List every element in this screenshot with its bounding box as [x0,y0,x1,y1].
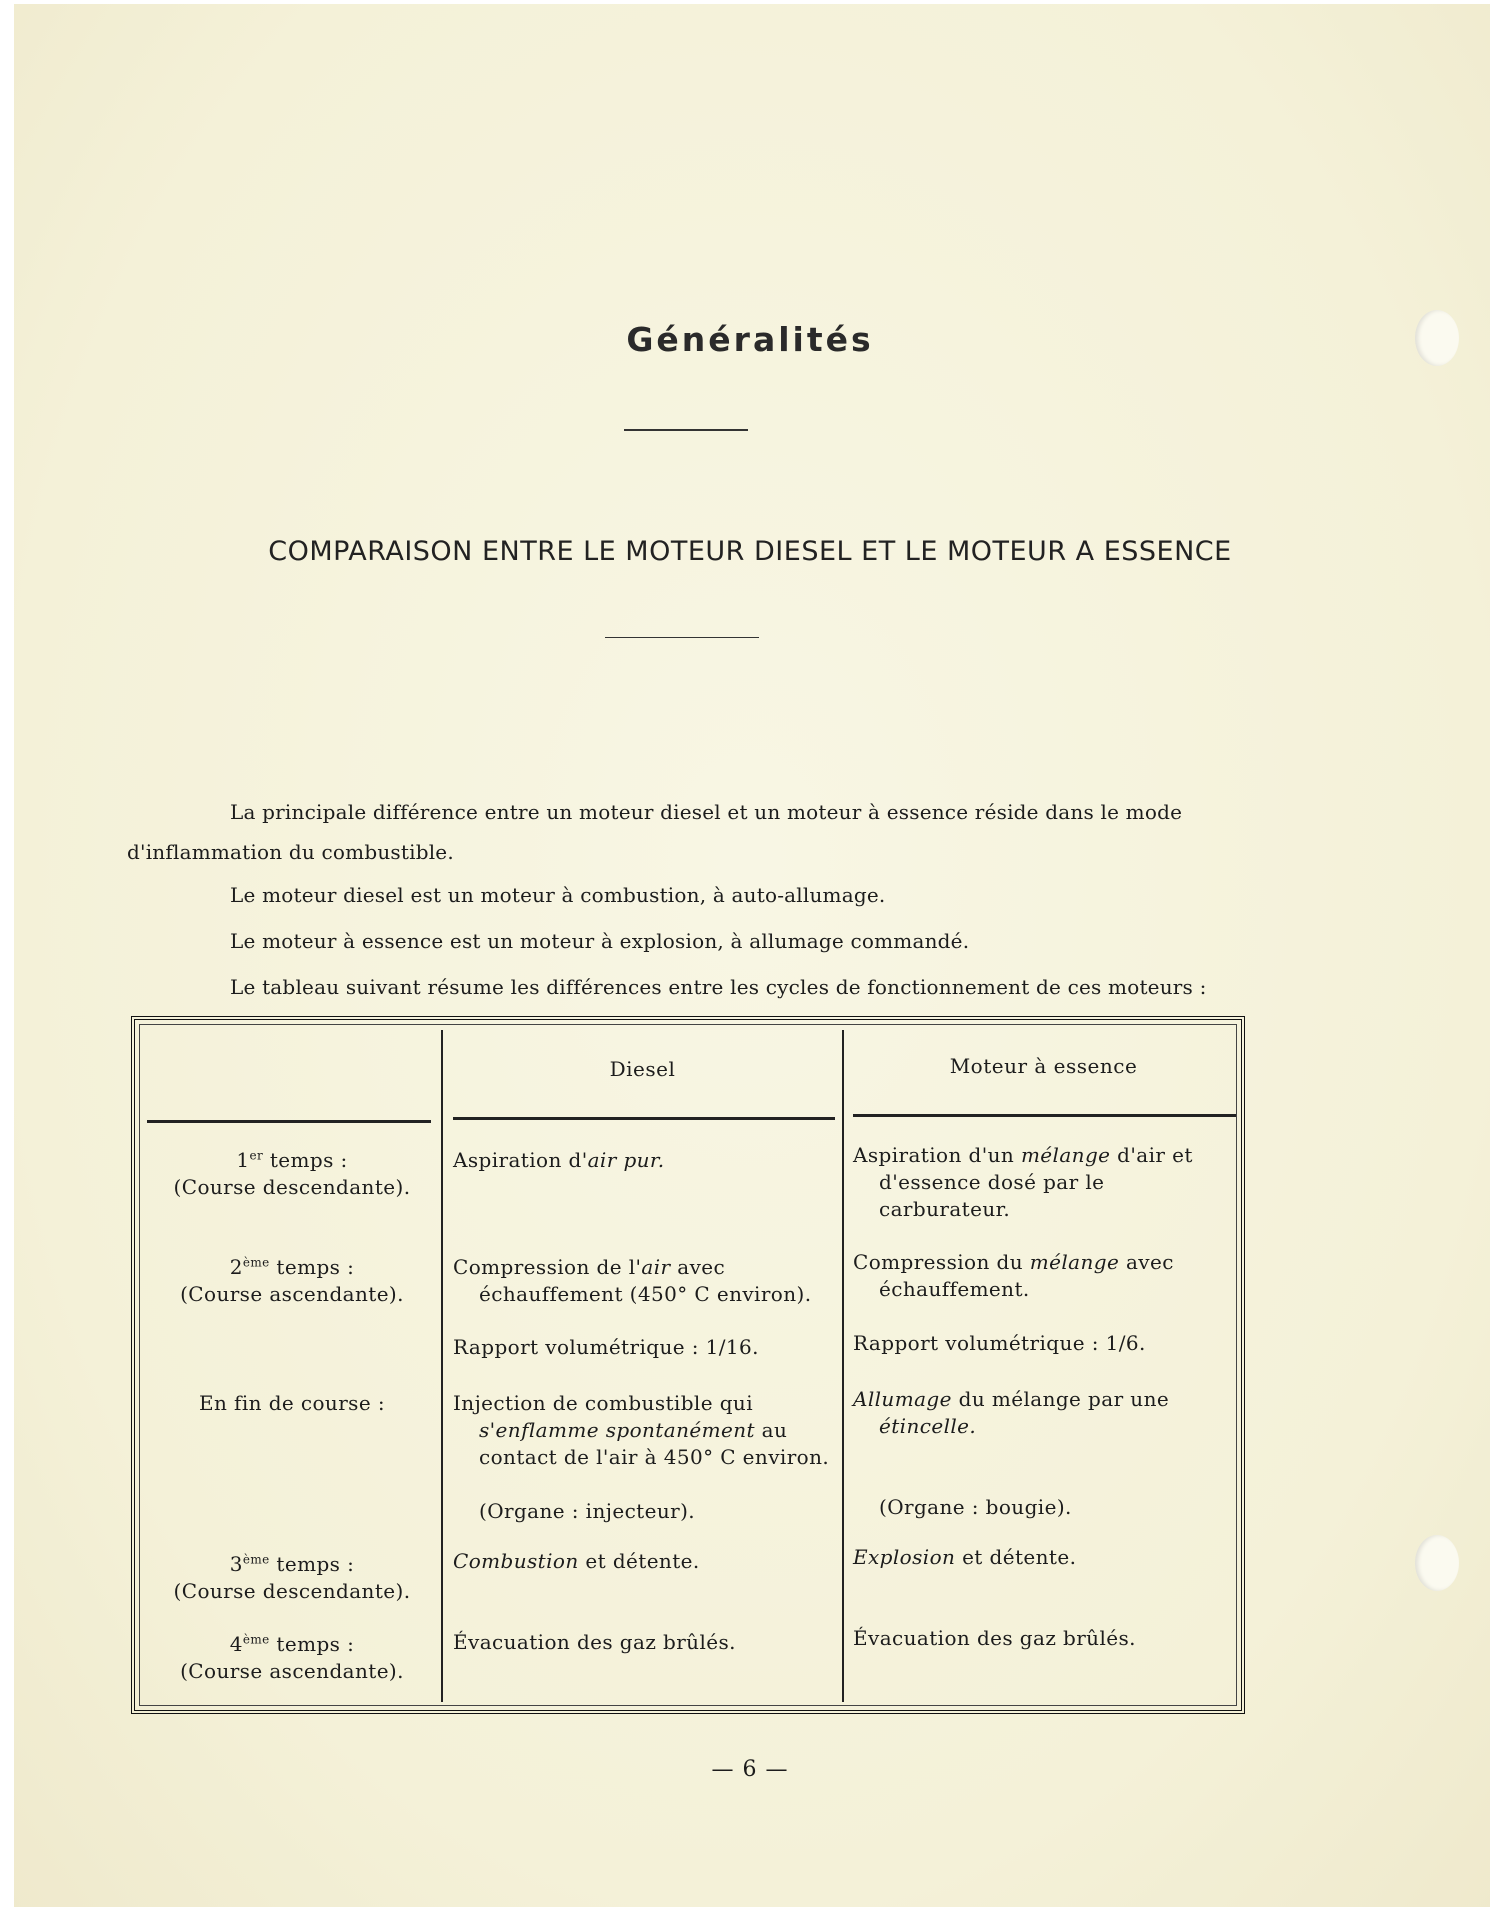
title-rule [624,429,748,431]
row-2b-essence: Rapport volumétrique : 1/6. [853,1331,1146,1355]
row-5-essence: Évacuation des gaz brûlés. [853,1626,1136,1650]
paragraph-4: Le tableau suivant résume les différences entre les cycles de fonctionnement de ces moteurs : [230,975,1207,999]
row-1-essence: Aspiration d'un mélange d'air et d'essence dosé par le carburateur. [853,1143,1193,1221]
header-rule-1 [147,1120,431,1123]
row-4-diesel: Combustion et détente. [453,1549,700,1573]
row-1-diesel: Aspiration d'air pur. [453,1148,665,1172]
row-2b-diesel: Rapport volumétrique : 1/16. [453,1335,759,1359]
column-divider-2 [842,1030,844,1702]
row-2-essence: Compression du mélange avec échauffement. [853,1250,1174,1301]
page-title: Généralités [626,320,874,359]
row-4-essence: Explosion et détente. [853,1545,1077,1569]
row-3-label: En fin de course : [199,1391,385,1415]
header-rule-3 [853,1114,1236,1117]
row-3-essence: Allumage du mélange par une étincelle. [853,1387,1170,1438]
column-divider-1 [441,1030,443,1702]
header-rule-2 [453,1117,835,1120]
page-number: — 6 — [711,1757,789,1782]
row-3b-diesel: (Organe : injecteur). [479,1499,696,1523]
row-1-label: 1er temps : (Course descendante). [173,1148,411,1199]
header-diesel: Diesel [609,1057,676,1081]
row-5-label: 4ème temps : (Course ascendante). [180,1632,404,1683]
row-3b-essence: (Organe : bougie). [879,1495,1072,1519]
paragraph-1: La principale différence entre un moteur diesel et un moteur à essence réside dans le mode d'inflammation du combustible. [127,800,1183,864]
paragraph-2: Le moteur diesel est un moteur à combustion, à auto-allumage. [230,883,886,907]
comparison-table [131,1016,1245,1714]
row-3-diesel: Injection de combustible qui s'enflamme spontanément au contact de l'air à 450° C environ. [453,1391,830,1469]
row-2-label: 2ème temps : (Course ascendante). [180,1255,404,1306]
paragraph-3: Le moteur à essence est un moteur à explosion, à allumage commandé. [230,929,970,953]
row-5-diesel: Évacuation des gaz brûlés. [453,1630,736,1654]
row-2-diesel: Compression de l'air avec échauffement (450° C environ). [453,1255,812,1306]
subtitle-rule [605,637,759,638]
section-subtitle: COMPARAISON ENTRE LE MOTEUR DIESEL ET LE MOTEUR A ESSENCE [268,536,1232,567]
header-essence: Moteur à essence [949,1054,1138,1078]
punch-hole-bottom [1415,1535,1459,1591]
row-4-label: 3ème temps : (Course descendante). [173,1552,411,1603]
